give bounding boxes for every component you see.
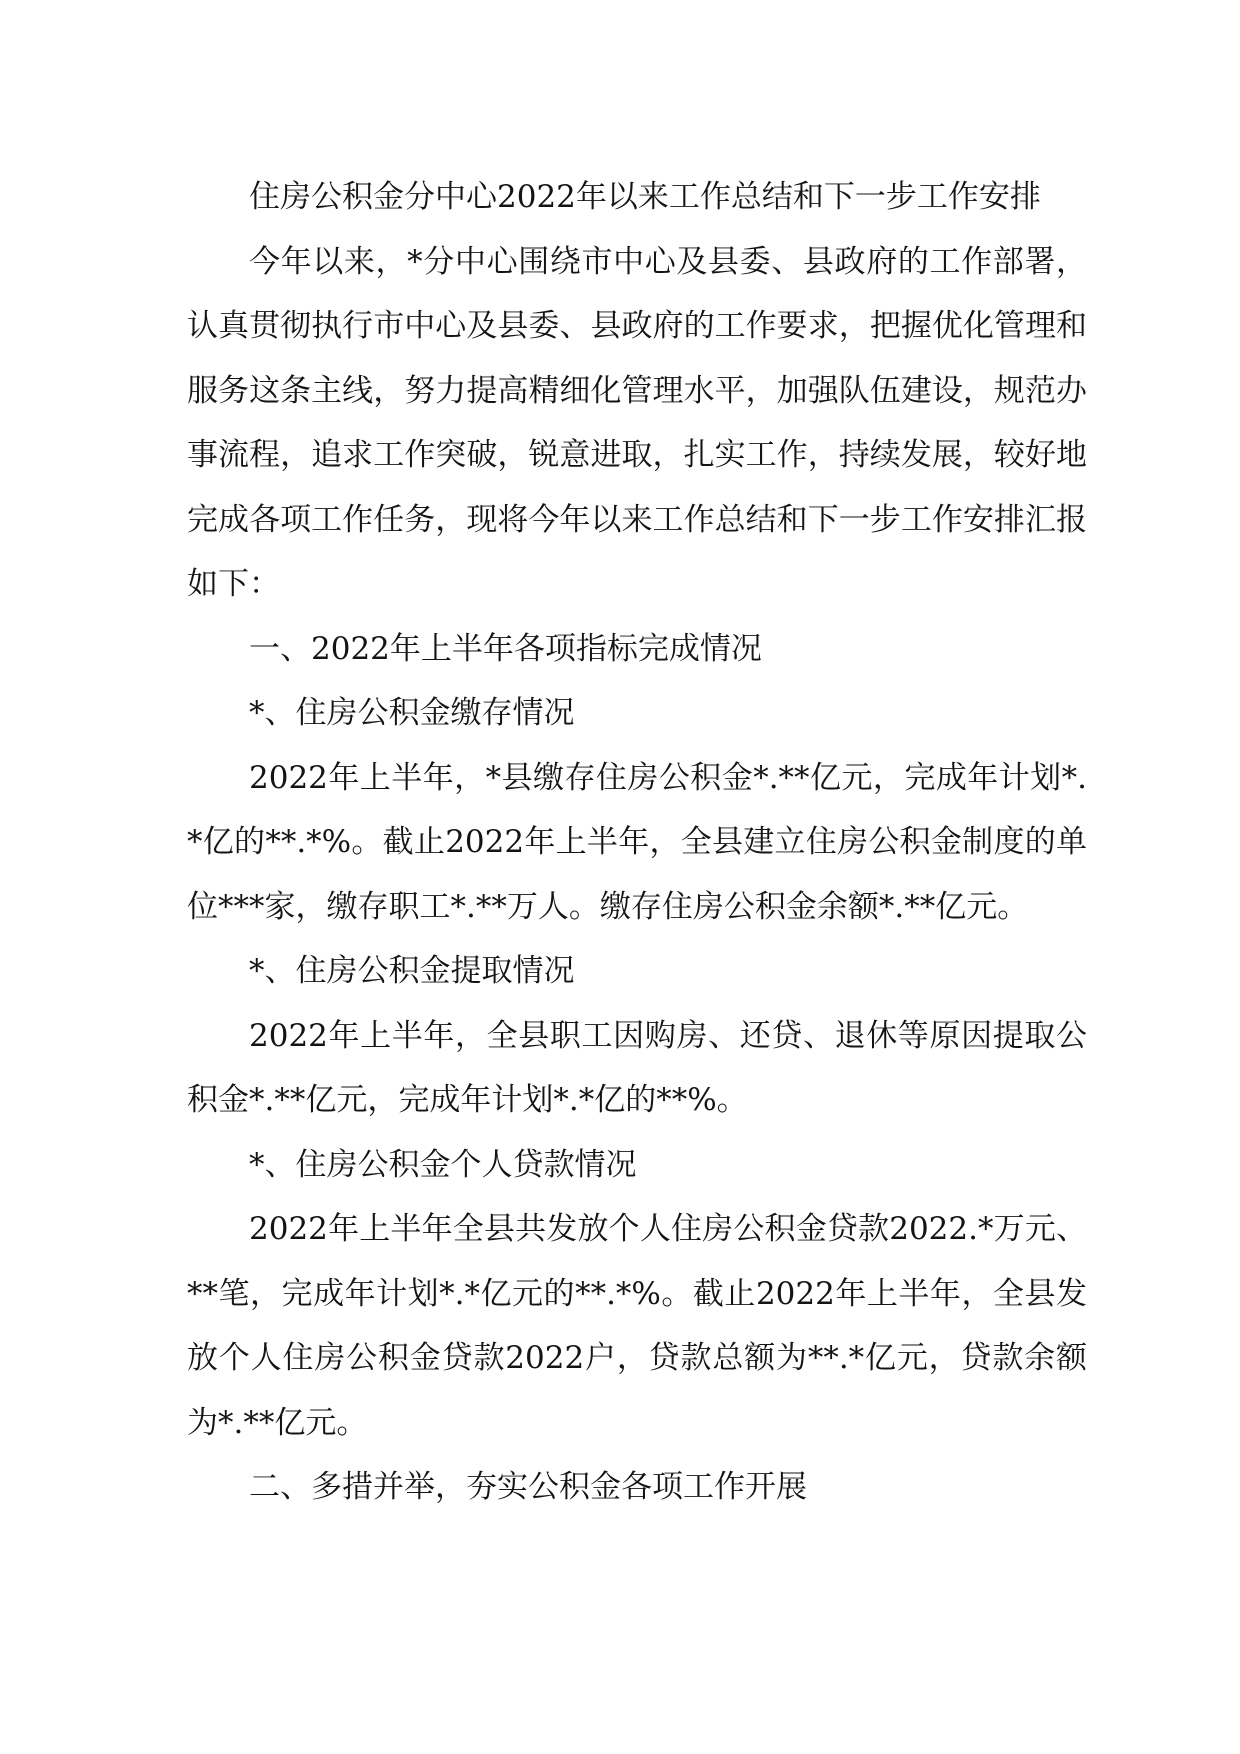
withdrawal-paragraph: 2022年上半年，全县职工因购房、还贷、退休等原因提取公积金*.**亿元，完成年计划*.*亿的**%。 xyxy=(187,1017,1087,1118)
subheading-deposit: *、住房公积金缴存情况 xyxy=(249,695,575,731)
loans-paragraph: 2022年上半年全县共发放个人住房公积金贷款2022.*万元、**笔，完成年计划*.*亿元的**.*%。截止2022年上半年，全县发放个人住房公积金贷款2022户，贷款总额为**.*亿元，贷款余额为*.**亿元。 xyxy=(187,1211,1087,1441)
subheading-loans: *、住房公积金个人贷款情况 xyxy=(249,1146,637,1183)
section-heading-1: 一、2022年上半年各项指标完成情况 xyxy=(249,630,762,667)
subheading-withdrawal: *、住房公积金提取情况 xyxy=(249,953,575,989)
document-title: 住房公积金分中心2022年以来工作总结和下一步工作安排 xyxy=(249,179,1041,215)
section-heading-2: 二、多措并举，夯实公积金各项工作开展 xyxy=(249,1469,807,1505)
deposit-paragraph: 2022年上半年，*县缴存住房公积金*.**亿元，完成年计划*.*亿的**.*%。截止2022年上半年，全县建立住房公积金制度的单位***家，缴存职工*.**万人。缴存住房公积金余额*.**亿元。 xyxy=(187,759,1087,925)
intro-paragraph: 今年以来，*分中心围绕市中心及县委、县政府的工作部署，认真贯彻执行市中心及县委、县政府的工作要求，把握优化管理和服务这条主线，努力提高精细化管理水平，加强队伍建设，规范办事流程，追求工作突破，锐意进取，扎实工作，持续发展，较好地完成各项工作任务，现将今年以来工作总结和下一步工作安排汇报如下： xyxy=(187,243,1087,602)
document-body xyxy=(187,165,1087,1520)
